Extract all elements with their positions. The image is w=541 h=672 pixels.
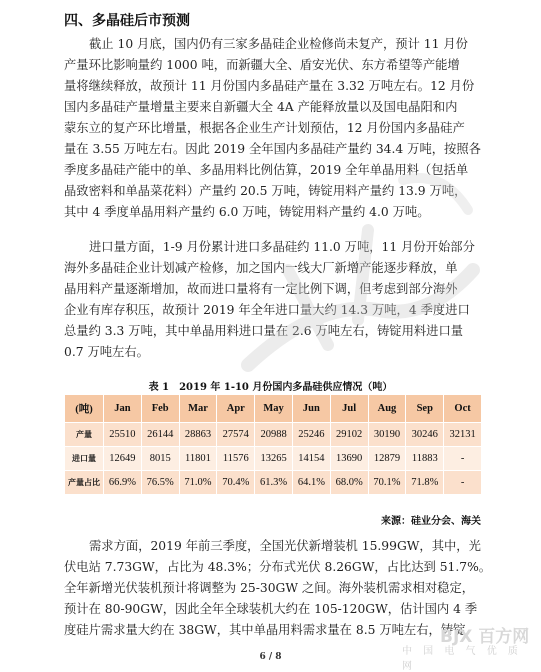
paragraph-line: 海外多晶硅企业计划减产检修，加之国内一线大厂新增产能逐步释放，单: [64, 261, 458, 275]
month-header: Mar: [179, 395, 217, 423]
month-header: Jun: [292, 395, 330, 423]
table-cell: 25510: [104, 423, 142, 447]
table-row-production: [65, 423, 482, 447]
paragraph-line: 产量环比影响量约 1000 吨，而新疆大全、盾安光伏、东方希望等产能增: [64, 58, 460, 72]
row-label: 进口量: [65, 447, 104, 471]
paragraph-demand-forecast: [64, 536, 492, 641]
paragraph-production-forecast: [64, 34, 482, 223]
table-row-imports: [65, 447, 482, 471]
paragraph-line: 伏电站 7.73GW，占比为 48.3%；分布式光伏 8.26GW，占比达到 51.7%。: [64, 560, 492, 574]
table-title: 表 1 2019 年 1-10 月份国内多晶硅供应情况（吨）: [148, 382, 393, 393]
row-label: 产量: [65, 423, 104, 447]
table-cell: 12879: [368, 447, 406, 471]
table-cell: 28863: [179, 423, 217, 447]
section-heading: 四、多晶硅后市预测: [64, 13, 190, 29]
table-cell: 26144: [141, 423, 179, 447]
table-cell: 64.1%: [292, 471, 330, 495]
month-header: Jan: [104, 395, 142, 423]
table-cell: 13265: [255, 447, 293, 471]
table-cell: 11801: [179, 447, 217, 471]
paragraph-line: 量将继续释放，故预计 11 月份国内多晶硅产量在 3.32 万吨左右。12 月份: [64, 79, 475, 93]
table-cell: 13690: [330, 447, 368, 471]
page-number: 6 / 8: [259, 652, 282, 662]
month-header: Sep: [406, 395, 444, 423]
footer-tagline: 中 国 电 气 优 质 网: [402, 646, 522, 672]
table-cell: 61.3%: [255, 471, 293, 495]
paragraph-line: 度硅片需求量大约在 38GW，其中单晶用料需求量在 8.5 万吨左右，铸锭: [64, 623, 466, 637]
table-cell: 27574: [217, 423, 255, 447]
paragraph-line: 其中 4 季度单晶用料产量约 6.0 万吨，铸锭用料产量约 4.0 万吨。: [64, 205, 430, 219]
table-cell: 68.0%: [330, 471, 368, 495]
footer-logo: BJX 百方网: [440, 627, 530, 647]
table-cell: 30246: [406, 423, 444, 447]
paragraph-line: 晶致密料和单晶菜花料）产量约 20.5 万吨，铸锭用料产量约 13.9 万吨，: [64, 184, 467, 198]
table-cell: 25246: [292, 423, 330, 447]
paragraph-line: 企业有库存积压，故预计 2019 年全年进口量大约 14.3 万吨，4 季度进口: [64, 303, 470, 317]
table-cell: 70.4%: [217, 471, 255, 495]
paragraph-line: 总量约 3.3 万吨，其中单晶用料进口量在 2.6 万吨左右，铸锭用料进口量: [64, 324, 464, 338]
table-source: 来源：硅业分会、海关: [381, 516, 481, 527]
paragraph-line: 预计在 80-90GW，因此全年全球装机大约在 105-120GW，估计国内 4 季: [64, 602, 478, 616]
month-header: Jul: [330, 395, 368, 423]
paragraph-line: 蒙东立的复产环比增量，根据各企业生产计划预估，12 月份国内多晶硅产: [64, 121, 465, 135]
paragraph-line: 截止 10 月底，国内仍有三家多晶硅企业检修尚未复产，预计 11 月份: [89, 37, 468, 51]
table-cell: 11576: [217, 447, 255, 471]
table-cell: 14154: [292, 447, 330, 471]
table-header-row: [65, 395, 482, 423]
paragraph-line: 量在 3.55 万吨左右。因此 2019 全年国内多晶硅产量约 34.4 万吨，按照各: [64, 142, 481, 156]
table-cell: 71.0%: [179, 471, 217, 495]
paragraph-line: 全年新增光伏装机预计将调整为 25-30GW 之间。海外装机需求相对稳定，: [64, 581, 475, 595]
table-cell: 11883: [406, 447, 444, 471]
table-cell: 20988: [255, 423, 293, 447]
paragraph-line: 进口量方面，1-9 月份累计进口多晶硅约 11.0 万吨，11 月份开始部分: [89, 240, 475, 254]
table-cell: -: [444, 471, 482, 495]
table-cell: 8015: [141, 447, 179, 471]
table-row-share: [65, 471, 482, 495]
paragraph-line: 晶用料产量逐渐增加，故而进口量将有一定比例下调，但考虑到部分海外: [64, 282, 458, 296]
month-header: Apr: [217, 395, 255, 423]
paragraph-line: 需求方面，2019 年前三季度，全国光伏新增装机 15.99GW，其中，光: [89, 539, 481, 553]
table-cell: -: [444, 447, 482, 471]
table-cell: 66.9%: [104, 471, 142, 495]
paragraph-line: 国内多晶硅产量增量主要来自新疆大全 4A 产能释放量以及国电晶阳和内: [64, 100, 458, 114]
table-cell: 32131: [444, 423, 482, 447]
month-header: May: [255, 395, 293, 423]
supply-table: [64, 394, 482, 495]
table-cell: 29102: [330, 423, 368, 447]
table-cell: 70.1%: [368, 471, 406, 495]
table-cell: 12649: [104, 447, 142, 471]
table-corner-label: (吨): [65, 395, 104, 423]
table-cell: 71.8%: [406, 471, 444, 495]
row-label: 产量占比: [65, 471, 104, 495]
paragraph-import-forecast: [64, 237, 482, 363]
month-header: Feb: [141, 395, 179, 423]
paragraph-line: 季度多晶硅产能中的单、多晶用料比例估算，2019 全年单晶用料（包括单: [64, 163, 469, 177]
table-cell: 76.5%: [141, 471, 179, 495]
month-header: Aug: [368, 395, 406, 423]
paragraph-line: 0.7 万吨左右。: [64, 345, 149, 359]
table-cell: 30190: [368, 423, 406, 447]
month-header: Oct: [444, 395, 482, 423]
